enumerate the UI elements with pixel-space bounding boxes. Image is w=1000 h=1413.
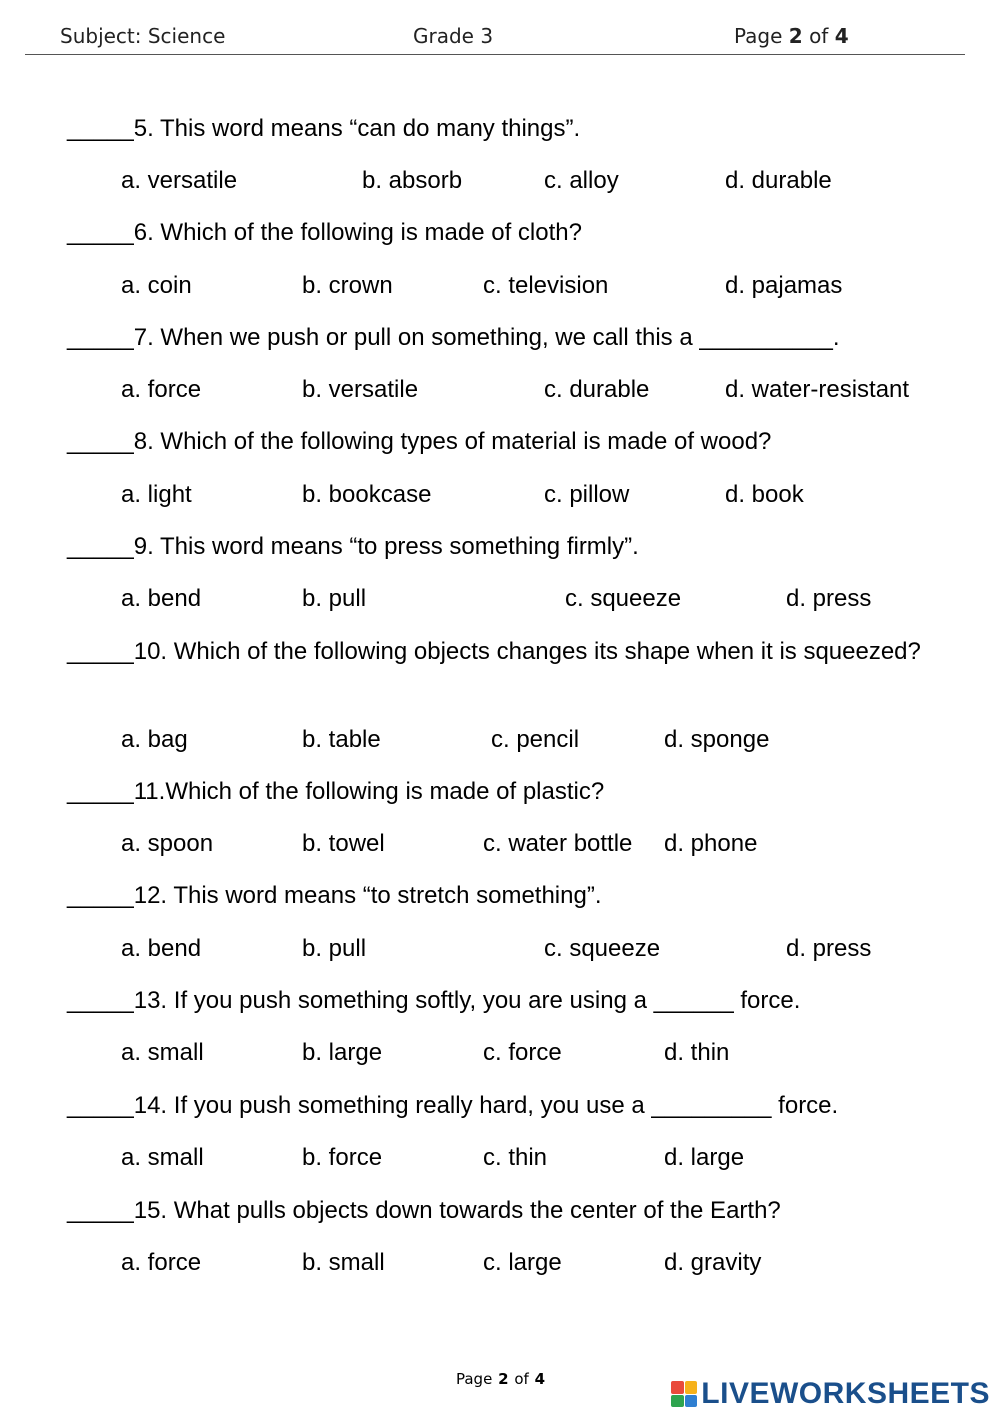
footer-page-total: 4 xyxy=(534,1370,545,1388)
q12-option-b: b. pull xyxy=(302,935,367,962)
brand-name: LIVEWORKSHEETS xyxy=(701,1377,990,1410)
q15-option-b: b. small xyxy=(302,1249,385,1276)
q11-option-a: a. spoon xyxy=(121,830,214,857)
q13-option-d: d. thin xyxy=(664,1039,730,1066)
logo-square-4 xyxy=(685,1395,698,1408)
q12-option-a: a. bend xyxy=(121,935,202,962)
question-8: _____8. Which of the following types of material is made of wood? xyxy=(67,428,772,455)
logo-square-3 xyxy=(671,1395,684,1408)
q12-option-c: c. squeeze xyxy=(544,935,661,962)
question-5: _____5. This word means “can do many things”. xyxy=(67,115,581,142)
q10-option-b: b. table xyxy=(302,726,381,753)
question-13: _____13. If you push something softly, you are using a ______ force. xyxy=(67,987,801,1014)
q13-option-b: b. large xyxy=(302,1039,383,1066)
q5-option-c: c. alloy xyxy=(544,167,619,194)
question-15: _____15. What pulls objects down towards the center of the Earth? xyxy=(67,1197,781,1224)
question-12: _____12. This word means “to stretch something”. xyxy=(67,882,602,909)
q14-option-d: d. large xyxy=(664,1144,745,1171)
q9-option-d: d. press xyxy=(786,585,872,612)
header-grade: Grade 3 xyxy=(413,24,494,48)
q8-option-d: d. book xyxy=(725,481,804,508)
q5-option-d: d. durable xyxy=(725,167,832,194)
q10-option-a: a. bag xyxy=(121,726,188,753)
q8-option-b: b. bookcase xyxy=(302,481,432,508)
q15-option-a: a. force xyxy=(121,1249,202,1276)
question-11: _____11.Which of the following is made of plastic? xyxy=(67,778,605,805)
q7-option-b: b. versatile xyxy=(302,376,419,403)
logo-grid-icon xyxy=(671,1381,697,1407)
q11-option-b: b. towel xyxy=(302,830,385,857)
q6-option-c: c. television xyxy=(483,272,609,299)
logo-square-2 xyxy=(685,1381,698,1394)
q7-option-a: a. force xyxy=(121,376,202,403)
q10-option-c: c. pencil xyxy=(491,726,580,753)
footer-page-current: 2 xyxy=(498,1370,509,1388)
q6-option-a: a. coin xyxy=(121,272,192,299)
header-page xyxy=(734,24,849,48)
question-9: _____9. This word means “to press something firmly”. xyxy=(67,533,639,560)
q13-option-c: c. force xyxy=(483,1039,562,1066)
q11-option-d: d. phone xyxy=(664,830,758,857)
footer-page-prefix: Page xyxy=(455,1370,493,1388)
q9-option-c: c. squeeze xyxy=(565,585,682,612)
q9-option-a: a. bend xyxy=(121,585,202,612)
header-divider xyxy=(25,54,965,55)
q7-option-d: d. water-resistant xyxy=(725,376,910,403)
q6-option-d: d. pajamas xyxy=(725,272,843,299)
q9-option-b: b. pull xyxy=(302,585,367,612)
q5-option-a: a. versatile xyxy=(121,167,238,194)
header-page-prefix: Page xyxy=(734,24,783,48)
header-subject: Subject: Science xyxy=(60,24,226,48)
q12-option-d: d. press xyxy=(786,935,872,962)
footer-page-of: of xyxy=(514,1370,529,1388)
q14-option-b: b. force xyxy=(302,1144,383,1171)
q5-option-b: b. absorb xyxy=(362,167,463,194)
q11-option-c: c. water bottle xyxy=(483,830,633,857)
q8-option-c: c. pillow xyxy=(544,481,630,508)
q15-option-d: d. gravity xyxy=(664,1249,762,1276)
q14-option-a: a. small xyxy=(121,1144,204,1171)
q8-option-a: a. light xyxy=(121,481,192,508)
question-7: _____7. When we push or pull on something, we call this a __________. xyxy=(67,324,840,351)
q13-option-a: a. small xyxy=(121,1039,204,1066)
header-page-of: of xyxy=(809,24,829,48)
question-10: _____10. Which of the following objects changes its shape when it is squeezed? xyxy=(67,638,921,665)
question-6: _____6. Which of the following is made of cloth? xyxy=(67,219,582,246)
logo-square-1 xyxy=(671,1381,684,1394)
q7-option-c: c. durable xyxy=(544,376,650,403)
q14-option-c: c. thin xyxy=(483,1144,548,1171)
header-page-total: 4 xyxy=(834,24,849,48)
question-14: _____14. If you push something really hard, you use a _________ force. xyxy=(67,1092,839,1119)
q10-option-d: d. sponge xyxy=(664,726,770,753)
liveworksheets-logo[interactable] xyxy=(671,1377,990,1411)
q6-option-b: b. crown xyxy=(302,272,393,299)
header-page-current: 2 xyxy=(788,24,803,48)
q15-option-c: c. large xyxy=(483,1249,562,1276)
